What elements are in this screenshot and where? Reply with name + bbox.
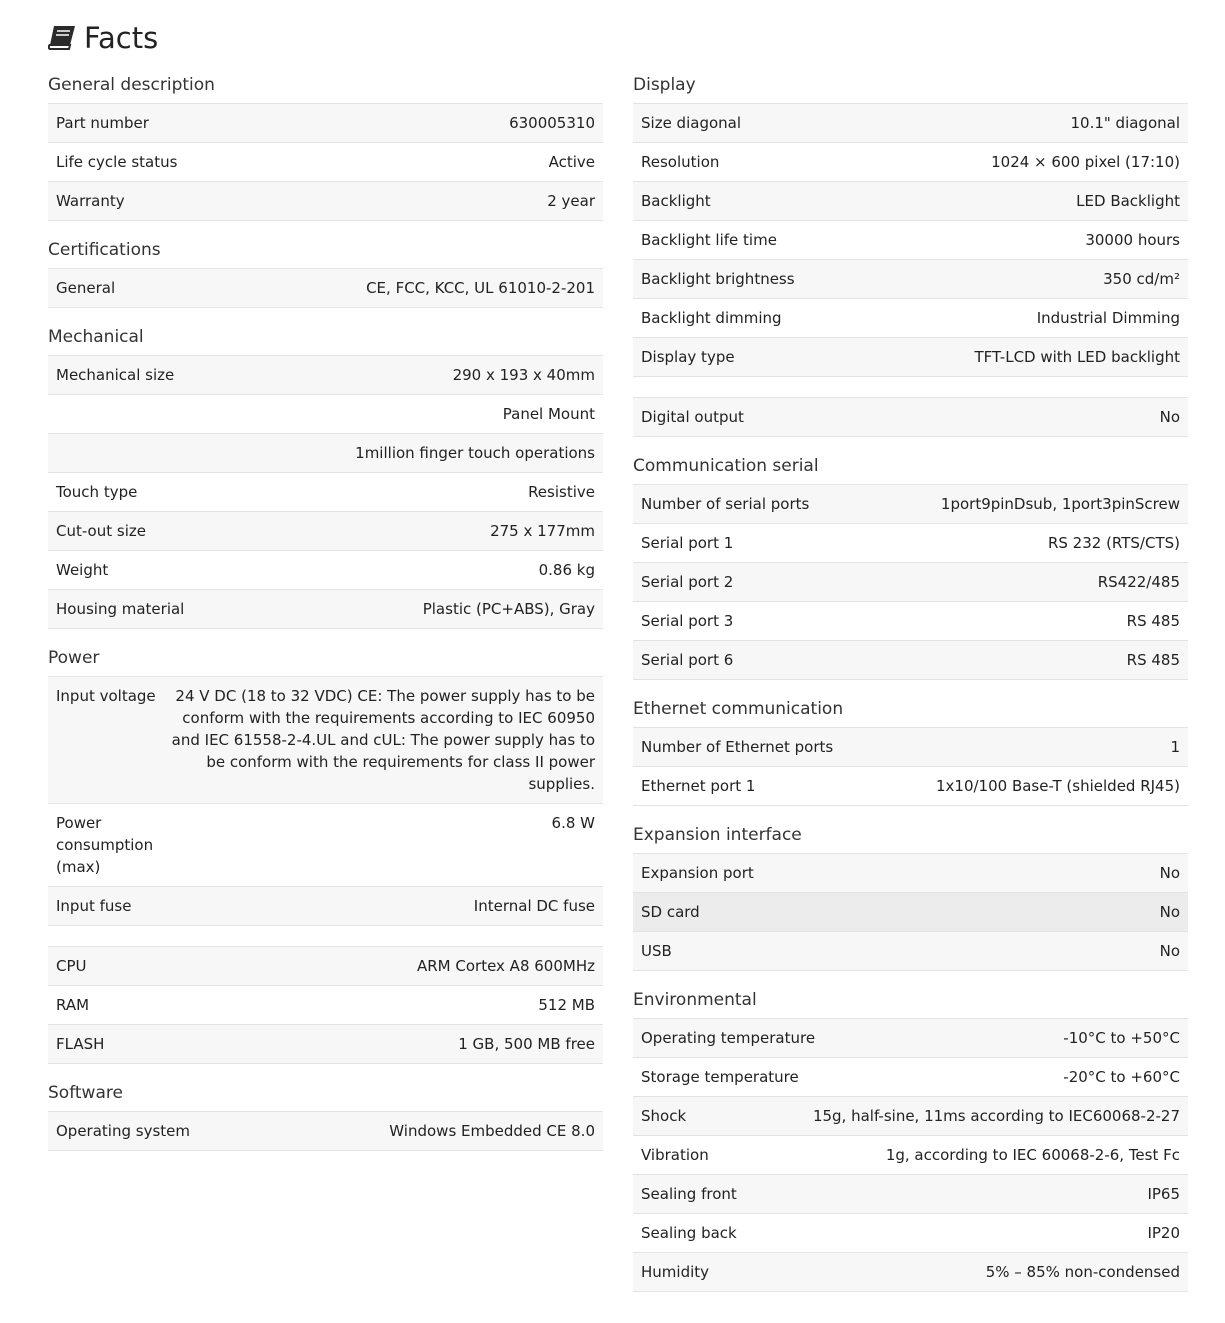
spec-value: 512 MB (538, 996, 595, 1014)
spec-label: Touch type (56, 483, 138, 501)
section-title: Expansion interface (633, 825, 802, 845)
spec-label: Serial port 3 (641, 612, 734, 630)
spec-value: RS 485 (1126, 651, 1180, 669)
spec-label: Input fuse (56, 897, 132, 915)
spec-label: RAM (56, 996, 90, 1014)
spec-value: 15g, half-sine, 11ms according to IEC60068-2-27 (812, 1107, 1180, 1125)
spec-row (48, 143, 603, 182)
spec-label: Sealing front (641, 1185, 737, 1203)
spec-row (633, 143, 1188, 182)
spec-label: Input voltage (56, 687, 156, 705)
spec-row (633, 1136, 1188, 1175)
spec-label: Number of Ethernet ports (641, 738, 834, 756)
spec-value: 275 x 177mm (490, 522, 595, 540)
spec-label: Ethernet port 1 (641, 777, 756, 795)
spec-value: Panel Mount (502, 405, 595, 423)
spec-row (633, 1214, 1188, 1253)
spec-value: No (1159, 903, 1180, 921)
spec-value: Resistive (528, 483, 595, 501)
spec-label: Life cycle status (56, 153, 178, 171)
spec-label: Operating temperature (641, 1029, 816, 1047)
spec-row (633, 893, 1188, 932)
spec-row (633, 524, 1188, 563)
spec-row (633, 602, 1188, 641)
spec-row (48, 590, 603, 629)
spec-label: Operating system (56, 1122, 190, 1140)
spec-label: Humidity (641, 1263, 710, 1281)
spec-label: Backlight (641, 192, 711, 210)
spec-value: 5% – 85% non-condensed (985, 1263, 1180, 1281)
spec-value: No (1159, 864, 1180, 882)
section-system (48, 946, 603, 1064)
spec-label: Display type (641, 348, 735, 366)
spec-row (633, 932, 1188, 971)
spec-row (48, 395, 603, 434)
spec-row (633, 641, 1188, 680)
section-software (48, 1078, 603, 1151)
spec-label: SD card (641, 903, 700, 921)
spec-value: 6.8 W (551, 814, 595, 832)
right-column (633, 70, 1188, 1292)
spec-value: 350 cd/m² (1103, 270, 1180, 288)
spec-value: 1 GB, 500 MB free (458, 1035, 595, 1053)
spec-label: Warranty (56, 192, 125, 210)
spec-value: ARM Cortex A8 600MHz (416, 957, 595, 975)
spec-value: RS422/485 (1097, 573, 1180, 591)
spec-row (633, 182, 1188, 221)
spec-label: Serial port 6 (641, 651, 734, 669)
spec-row (48, 473, 603, 512)
spec-row (633, 1097, 1188, 1136)
spec-row (633, 398, 1188, 437)
section-certifications (48, 235, 603, 308)
spec-value: -20°C to +60°C (1063, 1068, 1180, 1086)
spec-value: 24 V DC (18 to 32 VDC) CE: The power supply has to be conform with the requirements according to IEC 60950 and IEC 61558-2-4.UL and cUL: The power supply has to be conform with the requirements for class II power supplies. (171, 687, 595, 793)
spec-value: No (1159, 942, 1180, 960)
spec-label: Backlight brightness (641, 270, 795, 288)
spec-value: 1024 × 600 pixel (17:10) (991, 153, 1180, 171)
spec-label: Resolution (641, 153, 720, 171)
section-title: Environmental (633, 990, 757, 1010)
spec-label: Size diagonal (641, 114, 742, 132)
spec-label: Shock (641, 1107, 687, 1125)
spec-label: Serial port 1 (641, 534, 734, 552)
spec-value: Windows Embedded CE 8.0 (389, 1122, 595, 1140)
spec-row (633, 1253, 1188, 1292)
spec-label: Expansion port (641, 864, 754, 882)
spec-value: RS 232 (RTS/CTS) (1047, 534, 1180, 552)
section-title: General description (48, 75, 215, 95)
spec-value: 1port9pinDsub, 1port3pinScrew (940, 495, 1180, 513)
page-title-text: Facts (84, 21, 159, 55)
spec-value: 30000 hours (1085, 231, 1180, 249)
spec-value: Plastic (PC+ABS), Gray (422, 600, 595, 618)
spec-value: IP20 (1147, 1224, 1180, 1242)
spec-label: Backlight life time (641, 231, 777, 249)
spec-row (633, 260, 1188, 299)
spec-value: 10.1" diagonal (1070, 114, 1180, 132)
spec-row (48, 1025, 603, 1064)
page-title (48, 18, 158, 58)
spec-row (48, 512, 603, 551)
spec-row (633, 1058, 1188, 1097)
spec-label: Sealing back (641, 1224, 737, 1242)
spec-row (48, 356, 603, 395)
spec-value: No (1159, 408, 1180, 426)
spec-label: Housing material (56, 600, 185, 618)
section-display (633, 70, 1188, 377)
spec-value: 630005310 (509, 114, 595, 132)
spec-row (633, 485, 1188, 524)
section-title: Communication serial (633, 456, 819, 476)
spec-value: RS 485 (1126, 612, 1180, 630)
spec-label: Cut-out size (56, 522, 146, 540)
spec-value: 1x10/100 Base-T (shielded RJ45) (935, 777, 1180, 795)
spec-label: Mechanical size (56, 366, 175, 384)
spec-label: Weight (56, 561, 109, 579)
spec-row (48, 677, 603, 804)
spec-value: CE, FCC, KCC, UL 61010-2-201 (366, 279, 595, 297)
section-title: Ethernet communication (633, 699, 844, 719)
spec-row (633, 854, 1188, 893)
spec-row (633, 299, 1188, 338)
spec-row (48, 947, 603, 986)
spec-value: Internal DC fuse (473, 897, 595, 915)
spec-row (633, 104, 1188, 143)
section-ethernet-communication (633, 694, 1188, 806)
section-title: Certifications (48, 240, 161, 260)
section-environmental (633, 985, 1188, 1292)
spec-row (633, 1175, 1188, 1214)
spec-row (633, 728, 1188, 767)
spec-row (633, 767, 1188, 806)
spec-row (48, 269, 603, 308)
spec-row (633, 563, 1188, 602)
section-title: Power (48, 648, 100, 668)
spec-label: General (56, 279, 116, 297)
spec-label: Digital output (641, 408, 744, 426)
section-communication-serial (633, 451, 1188, 680)
spec-label: Part number (56, 114, 149, 132)
spec-row (48, 1112, 603, 1151)
section-io (633, 397, 1188, 437)
spec-row (48, 804, 603, 887)
spec-row (633, 338, 1188, 377)
spec-row (48, 104, 603, 143)
section-title: Mechanical (48, 327, 144, 347)
spec-label: Vibration (641, 1146, 709, 1164)
spec-label: Backlight dimming (641, 309, 782, 327)
spec-value: -10°C to +50°C (1063, 1029, 1180, 1047)
section-title: Software (48, 1083, 123, 1103)
spec-value: LED Backlight (1076, 192, 1180, 210)
book-icon (48, 25, 76, 51)
spec-label: FLASH (56, 1035, 105, 1053)
spec-row (48, 182, 603, 221)
spec-value: 1million finger touch operations (355, 444, 595, 462)
spec-value: 1 (1170, 738, 1180, 756)
spec-value: Industrial Dimming (1036, 309, 1180, 327)
section-title: Display (633, 75, 696, 95)
section-mechanical (48, 322, 603, 629)
section-expansion-interface (633, 820, 1188, 971)
spec-value: 2 year (547, 192, 595, 210)
spec-row (48, 887, 603, 926)
spec-value: 290 x 193 x 40mm (452, 366, 595, 384)
spec-value: Active (548, 153, 595, 171)
spec-label: Serial port 2 (641, 573, 734, 591)
spec-row (48, 434, 603, 473)
section-power (48, 643, 603, 926)
spec-value: 1g, according to IEC 60068-2-6, Test Fc (885, 1146, 1180, 1164)
spec-row (633, 1019, 1188, 1058)
spec-value: 0.86 kg (538, 561, 595, 579)
section-general-description (48, 70, 603, 221)
spec-row (48, 986, 603, 1025)
spec-value: IP65 (1147, 1185, 1180, 1203)
spec-row (633, 221, 1188, 260)
left-column (48, 70, 603, 1151)
spec-value: TFT-LCD with LED backlight (974, 348, 1180, 366)
spec-label: Number of serial ports (641, 495, 810, 513)
spec-label: Power consumption (max) (56, 814, 154, 876)
spec-label: USB (641, 942, 672, 960)
spec-label: Storage temperature (641, 1068, 799, 1086)
spec-label: CPU (56, 957, 87, 975)
spec-row (48, 551, 603, 590)
